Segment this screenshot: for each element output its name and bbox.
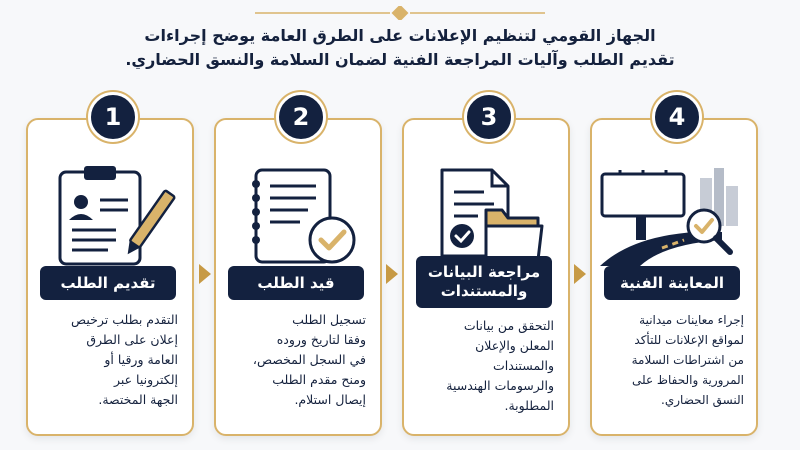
step-desc-3-line-3: والمستندات <box>492 358 554 373</box>
step-desc-4-line-5: النسق الحضاري. <box>661 393 744 407</box>
header-line-1: الجهاز القومي لتنظيم الإعلانات على الطرق العامة يوضح إجراءات <box>144 26 656 45</box>
notebook-check-icon <box>216 148 380 268</box>
step-title-2 <box>228 266 364 300</box>
top-ornament <box>0 6 800 20</box>
step-desc-3-line-4: والرسومات الهندسية <box>446 378 554 393</box>
documents-folder-check-icon <box>404 148 568 268</box>
step-title-1-line-1: تقديم الطلب <box>60 273 156 292</box>
step-desc-2-line-2: وفقا لتاريخ وروده <box>276 332 366 347</box>
step-desc-1-line-5: الجهة المختصة. <box>98 392 178 407</box>
step-desc-1-line-4: إلكترونيا عبر <box>113 372 178 387</box>
step-desc-1 <box>38 310 178 410</box>
header <box>40 24 760 72</box>
step-desc-2-line-3: في السجل المخصص، <box>252 352 366 367</box>
step-number-3: 3 <box>464 92 514 142</box>
step-arrow-3 <box>574 264 586 284</box>
step-title-3-line-2: والمستندات <box>440 282 528 300</box>
step-title-4-line-1: المعاينة الفنية <box>620 273 724 292</box>
step-desc-2-line-5: إيصال استلام. <box>294 392 366 407</box>
step-title-3 <box>416 256 552 308</box>
step-desc-3-line-5: المطلوبة. <box>504 398 554 413</box>
step-desc-2-line-4: ومنح مقدم الطلب <box>272 372 366 387</box>
step-number-2: 2 <box>276 92 326 142</box>
step-desc-4-line-3: من اشتراطات السلامة <box>631 353 744 367</box>
step-desc-1-line-1: التقدم بطلب ترخيص <box>71 312 178 327</box>
step-desc-3-line-2: المعلن والإعلان <box>475 338 554 353</box>
step-desc-4-line-1: إجراء معاينات ميدانية <box>639 313 744 327</box>
step-desc-2-line-1: تسجيل الطلب <box>292 312 366 327</box>
header-line-2: تقديم الطلب وآليات المراجعة الفنية لضمان السلامة والنسق الحضاري. <box>125 50 675 69</box>
step-title-3-line-1: مراجعة البيانات <box>427 263 541 281</box>
step-desc-4-line-4: المرورية والحفاظ على <box>631 373 744 387</box>
step-title-2-line-1: قيد الطلب <box>257 273 335 292</box>
step-desc-2 <box>226 310 366 410</box>
step-title-4 <box>604 266 740 300</box>
step-title-1 <box>40 266 176 300</box>
billboard-inspection-icon <box>592 148 756 268</box>
step-desc-3 <box>414 316 554 416</box>
step-number-4: 4 <box>652 92 702 142</box>
step-desc-4 <box>602 310 744 410</box>
step-desc-1-line-3: العامة ورقيا أو <box>104 352 178 367</box>
step-number-1: 1 <box>88 92 138 142</box>
step-desc-3-line-1: التحقق من بيانات <box>463 318 554 333</box>
step-desc-1-line-2: إعلان على الطرق <box>86 332 178 347</box>
step-arrow-2 <box>386 264 398 284</box>
step-desc-4-line-2: لمواقع الإعلانات للتأكد <box>634 333 744 347</box>
step-arrow-1 <box>199 264 211 284</box>
clipboard-pen-icon <box>28 148 192 268</box>
